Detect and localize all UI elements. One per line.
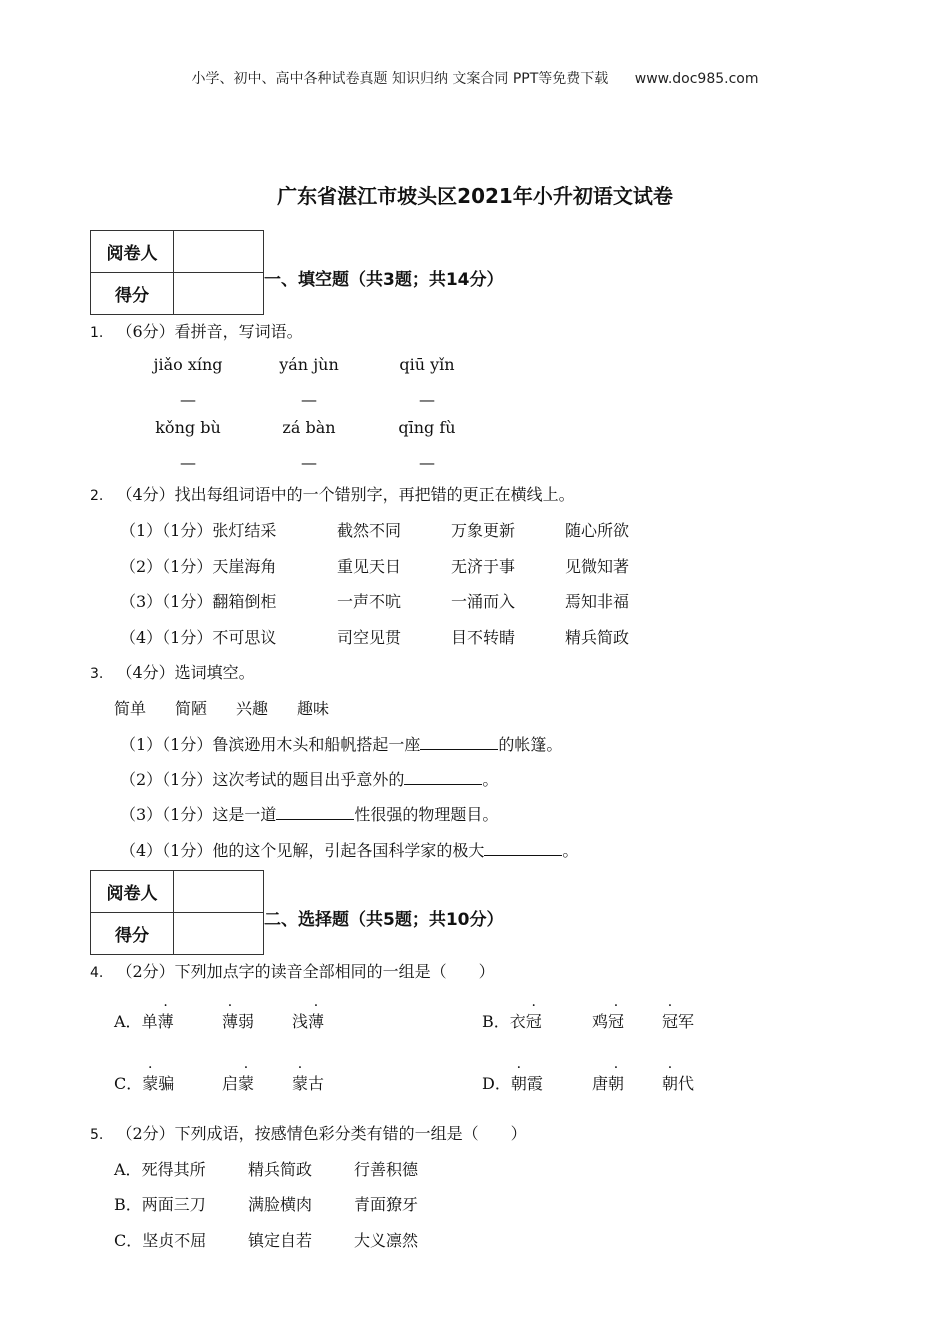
answer-blank: — <box>180 390 196 409</box>
option-word: 镇定自若 <box>248 1231 313 1250</box>
question-number: 3. <box>90 666 104 682</box>
option-label: C． <box>114 1074 143 1093</box>
word: 见微知著 <box>565 557 630 576</box>
fill-suffix: 。 <box>482 770 499 789</box>
option-word <box>222 1071 254 1094</box>
word: 一声不吭 <box>337 592 402 611</box>
question-number: 2. <box>90 488 104 504</box>
pinyin-item: yán jùn <box>279 355 339 374</box>
dotted-char: 冠 <box>662 1012 679 1031</box>
char: 衣 <box>509 1012 526 1031</box>
option-word <box>592 1071 624 1094</box>
char: 军 <box>678 1012 695 1031</box>
fill-item <box>120 838 578 861</box>
option-word <box>662 1071 694 1094</box>
char: 鸡 <box>592 1012 609 1031</box>
page-title: 广东省湛江市坡头区2021年小升初语文试卷 <box>277 184 673 208</box>
option-word: 大义凛然 <box>354 1231 419 1250</box>
dotted-char: 冠 <box>525 1012 542 1031</box>
fill-blank <box>276 805 354 820</box>
option-word: 坚贞不屈 <box>142 1231 207 1250</box>
fill-item <box>120 732 562 755</box>
pinyin-item: qīng fù <box>398 418 456 437</box>
option-word: 精兵简政 <box>248 1160 313 1179</box>
word-choice: 简陋 <box>175 699 208 718</box>
reviewer-label: 阅卷人 <box>91 871 174 913</box>
option-d <box>482 1071 543 1094</box>
option-label: B． <box>482 1012 510 1031</box>
char: 代 <box>678 1074 695 1093</box>
dotted-char: 蒙 <box>292 1074 309 1093</box>
score-label: 得分 <box>91 913 174 955</box>
char: 弱 <box>238 1012 255 1031</box>
option-a <box>114 1157 206 1180</box>
word: 万象更新 <box>451 521 516 540</box>
question-2 <box>90 482 575 505</box>
char: 唐 <box>592 1074 609 1093</box>
fill-suffix: 的帐篷。 <box>498 735 563 754</box>
option-label: A． <box>114 1012 142 1031</box>
reviewer-cell <box>174 871 264 913</box>
question-text: （2分）下列成语，按感情色彩分类有错的一组是（ ） <box>116 1124 527 1143</box>
char: 霞 <box>526 1074 543 1093</box>
dotted-char: 朝 <box>608 1074 625 1093</box>
question-text: （4分）找出每组词语中的一个错别字，再把错的更正在横线上。 <box>116 485 575 504</box>
dotted-char: 蒙 <box>238 1074 255 1093</box>
word: 司空见贯 <box>337 628 402 647</box>
word: 重见天日 <box>337 557 402 576</box>
word-row-label: （2）（1分）天崖海角 <box>120 557 277 576</box>
option-word <box>222 1009 254 1032</box>
dotted-char: 朝 <box>662 1074 679 1093</box>
fill-prefix: （3）（1分）这是一道 <box>120 805 277 824</box>
word-choice: 兴趣 <box>236 699 269 718</box>
option-word <box>592 1009 624 1032</box>
fill-item <box>120 767 498 790</box>
char: 骗 <box>158 1074 175 1093</box>
option-label: D． <box>482 1074 511 1093</box>
header-text: 小学、初中、高中各种试卷真题 知识归纳 文案合同 PPT等免费下载 <box>191 71 609 87</box>
option-word: 行善积德 <box>354 1160 419 1179</box>
option-c <box>114 1228 206 1251</box>
word: 焉知非福 <box>565 592 630 611</box>
question-text: （4分）选词填空。 <box>116 663 255 682</box>
score-cell <box>174 913 264 955</box>
word: 目不转睛 <box>451 628 516 647</box>
question-text: （2分）下列加点字的读音全部相同的一组是（ ） <box>116 962 495 981</box>
pinyin-item: kǒng bù <box>155 418 221 437</box>
char: 启 <box>222 1074 239 1093</box>
reviewer-cell <box>174 231 264 273</box>
question-1 <box>90 319 303 342</box>
char: 古 <box>308 1074 325 1093</box>
question-text: （6分）看拼音，写词语。 <box>116 322 303 341</box>
grader-table <box>90 870 264 955</box>
option-word: 两面三刀 <box>141 1195 206 1214</box>
answer-blank: — <box>301 453 317 472</box>
fill-suffix: 性很强的物理题目。 <box>354 805 499 824</box>
word-choice: 趣味 <box>297 699 330 718</box>
pinyin-item: jiǎo xíng <box>153 355 223 374</box>
question-number: 5. <box>90 1127 104 1143</box>
option-word: 满脸横肉 <box>248 1195 313 1214</box>
answer-blank: — <box>419 390 435 409</box>
question-5 <box>90 1121 527 1144</box>
fill-prefix: （2）（1分）这次考试的题目出乎意外的 <box>120 770 405 789</box>
option-word <box>292 1071 324 1094</box>
header-site: www.doc985.com <box>634 71 759 87</box>
dotted-char: 蒙 <box>142 1074 159 1093</box>
fill-blank <box>484 841 562 856</box>
score-cell <box>174 273 264 315</box>
grader-table <box>90 230 264 315</box>
option-label: A． <box>114 1160 142 1179</box>
option-word: 青面獠牙 <box>354 1195 419 1214</box>
page-header <box>0 68 950 88</box>
question-number: 1. <box>90 325 104 341</box>
char: 单 <box>141 1012 158 1031</box>
word-row-label: （1）（1分）张灯结采 <box>120 521 277 540</box>
fill-blank <box>420 735 498 750</box>
dotted-char: 朝 <box>510 1074 527 1093</box>
answer-blank: — <box>180 453 196 472</box>
answer-blank: — <box>419 453 435 472</box>
pinyin-item: zá bàn <box>282 418 336 437</box>
fill-suffix: 。 <box>562 841 579 860</box>
dotted-char: 薄 <box>308 1012 325 1031</box>
fill-prefix: （4）（1分）他的这个见解，引起各国科学家的极大 <box>120 841 485 860</box>
word: 精兵简政 <box>565 628 630 647</box>
fill-blank <box>404 770 482 785</box>
dotted-char: 薄 <box>157 1012 174 1031</box>
word: 无济于事 <box>451 557 516 576</box>
section-heading: 二、选择题（共5题；共10分） <box>264 910 504 930</box>
dotted-char: 薄 <box>222 1012 239 1031</box>
option-b <box>114 1192 206 1215</box>
option-word: 死得其所 <box>141 1160 206 1179</box>
option-b <box>482 1009 542 1032</box>
option-c <box>114 1071 174 1094</box>
dotted-char: 冠 <box>608 1012 625 1031</box>
word: 一涌而入 <box>451 592 516 611</box>
reviewer-label: 阅卷人 <box>91 231 174 273</box>
word: 截然不同 <box>337 521 402 540</box>
char: 浅 <box>292 1012 309 1031</box>
option-a <box>114 1009 174 1032</box>
option-label: B． <box>114 1195 142 1214</box>
question-number: 4. <box>90 965 104 981</box>
question-3 <box>90 660 255 683</box>
fill-prefix: （1）（1分）鲁滨逊用木头和船帆搭起一座 <box>120 735 421 754</box>
option-word <box>662 1009 694 1032</box>
word-choice: 简单 <box>114 699 147 718</box>
question-4 <box>90 959 495 982</box>
option-word <box>292 1009 324 1032</box>
pinyin-item: qiū yǐn <box>399 355 455 374</box>
score-label: 得分 <box>91 273 174 315</box>
fill-item <box>120 802 498 825</box>
word-row-label: （3）（1分）翻箱倒柜 <box>120 592 277 611</box>
word: 随心所欲 <box>565 521 630 540</box>
word-row-label: （4）（1分）不可思议 <box>120 628 277 647</box>
answer-blank: — <box>301 390 317 409</box>
section-heading: 一、填空题（共3题；共14分） <box>264 270 504 290</box>
option-label: C． <box>114 1231 143 1250</box>
